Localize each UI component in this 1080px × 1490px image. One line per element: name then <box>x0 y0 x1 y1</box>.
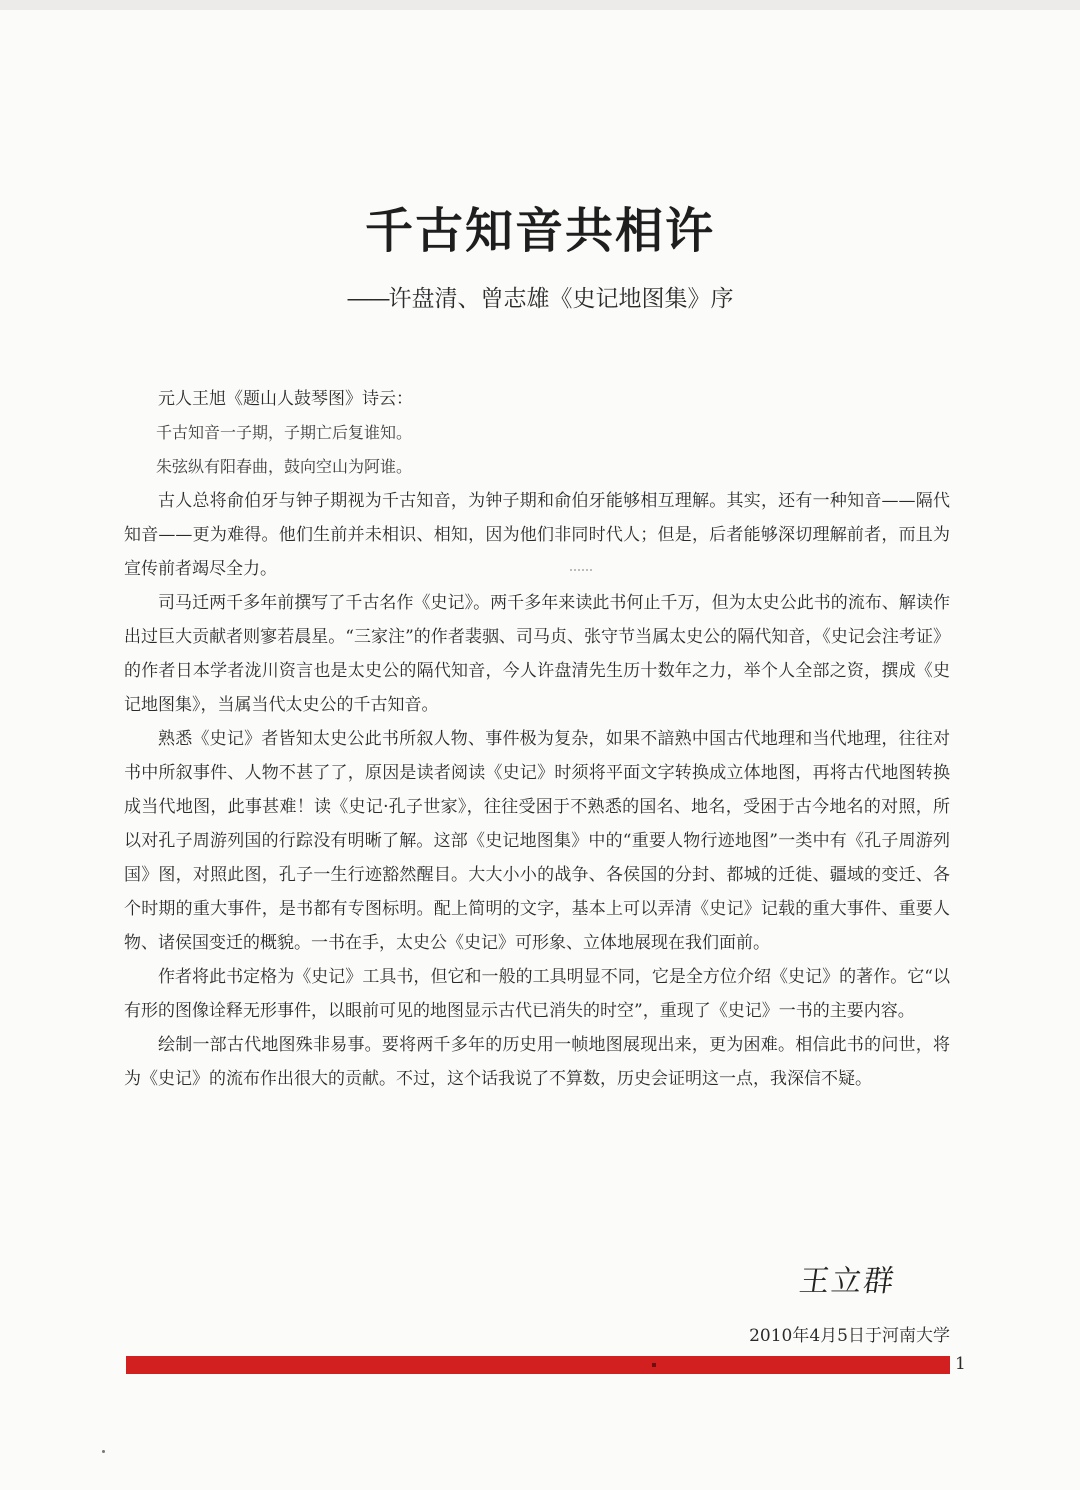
paragraph-3: 熟悉《史记》者皆知太史公此书所叙人物、事件极为复杂，如果不諳熟中国古代地理和当代地理，往往对书中所叙事件、人物不甚了了，原因是读者阅读《史记》时须将平面文字转换成立体地图，再将古代地图转换成当代地图，此事甚难！读《史记·孔子世家》，往往受困于不熟悉的国名、地名，受困于古今地名的对照，所以对孔子周游列国的行踪没有明晰了解。这部《史记地图集》中的“重要人物行迹地图”一类中有《孔子周游列国》图，对照此图，孔子一生行迹豁然醒目。大大小小的战争、各侯国的分封、都城的迁徙、疆域的变迁、各个时期的重大事件，是书都有专图标明。配上简明的文字，基本上可以弄清《史记》记载的重大事件、重要人物、诸侯国变迁的概貌。一书在手，太史公《史记》可形象、立体地展现在我们面前。 <box>124 729 950 953</box>
paragraph-5: 绘制一部古代地图殊非易事。要将两千多年的历史用一帧地图展现出来，更为困难。相信此书的问世，将为《史记》的流布作出很大的贡献。不过，这个话我说了不算数，历史会证明这一点，我深信不疑。 <box>124 1035 950 1089</box>
paragraph-4: 作者将此书定格为《史记》工具书，但它和一般的工具明显不同，它是全方位介绍《史记》的著作。它“以有形的图像诠释无形事件，以眼前可见的地图显示古代已消失的时空”，重现了《史记》一书的主要内容。 <box>124 967 950 1021</box>
poem-line-2: 朱弦纵有阳春曲，鼓向空山为阿谁。 <box>156 457 413 476</box>
page-number: 1 <box>955 1354 966 1374</box>
date-place: 2010年4月5日于河南大学 <box>749 1326 950 1346</box>
footer-red-rule <box>126 1356 950 1374</box>
scan-top-edge <box>0 0 1080 10</box>
intro-line: 元人王旭《题山人鼓琴图》诗云： <box>158 389 413 409</box>
rule-speck <box>652 1363 656 1367</box>
page-subtitle <box>0 280 1080 313</box>
body-text <box>124 382 950 1096</box>
page-title: 千古知音共相许 <box>364 203 715 259</box>
subtitle-text: 许盘清、曾志雄《史记地图集》序 <box>388 286 734 312</box>
scan-speck-bottom <box>102 1450 105 1453</box>
scan-speck <box>570 569 592 574</box>
paragraph-1: 古人总将俞伯牙与钟子期视为千古知音，为钟子期和俞伯牙能够相互理解。其实，还有一种知音——隔代知音——更为难得。他们生前并未相识、相知，因为他们非同时代人；但是，后者能够深切理解前者，而且为宣传前者竭尽全力。 <box>124 491 950 579</box>
author-signature: 王立群 <box>797 1264 898 1299</box>
poem-line-1: 千古知音一子期，子期亡后复谁知。 <box>156 423 413 442</box>
paragraph-2: 司马迁两千多年前撰写了千古名作《史记》。两千多年来读此书何止千万，但为太史公此书的流布、解读作出过巨大贡献者则寥若晨星。“三家注”的作者裴骃、司马贞、张守节当属太史公的隔代知音，《史记会注考证》的作者日本学者泷川资言也是太史公的隔代知音，今人许盘清先生历十数年之力，举个人全部之资，撰成《史记地图集》，当属当代太史公的千古知音。 <box>124 593 950 715</box>
subtitle-dash: —— <box>346 286 389 312</box>
